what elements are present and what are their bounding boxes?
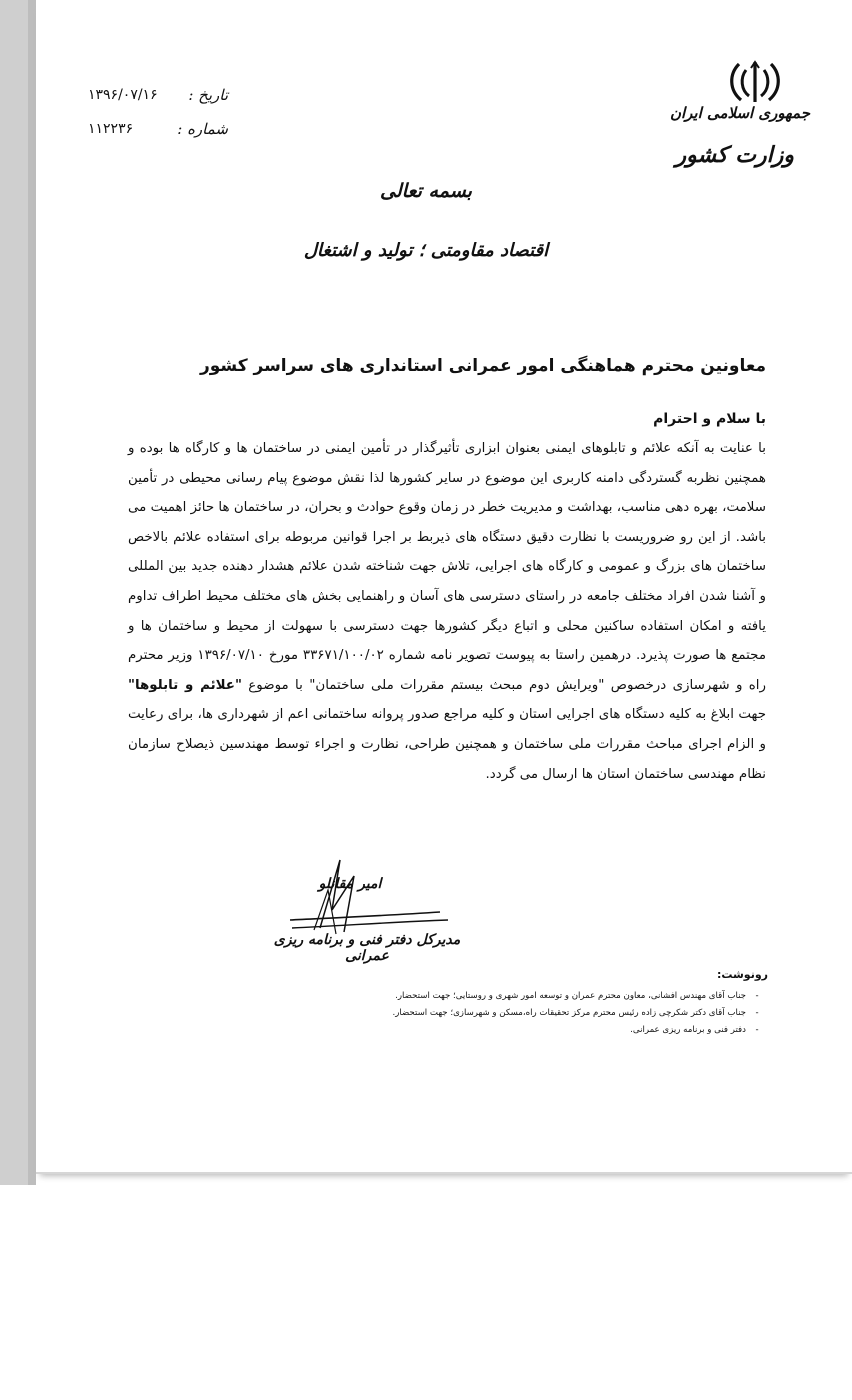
country-name: جمهوری اسلامی ایران (669, 104, 810, 122)
date-value: ۱۳۹۶/۰۷/۱۶ (88, 87, 158, 103)
greeting: با سلام و احترام (653, 411, 766, 427)
bismillah: بسمه تعالی (380, 180, 472, 202)
body-part-2: جهت ابلاغ به کلیه دستگاه های اجرایی استان و کلیه مراجع صدور پروانه ساختمانی اعم از شهرداری ها، برای رعایت و الزام اجرای مباحث مقررات ملی ساختمان و همچنین طراحی، نظارت و اجراء توسط مهندسین ذیصلاح سازمان نظام مهندسی ساختمان استان ها ارسال می گردد. (128, 707, 766, 782)
slogan: اقتصاد مقاومتی ؛ تولید و اشتغال (303, 240, 549, 261)
cc-item: - دفتر فنی و برنامه ریزی عمرانی. (298, 1022, 768, 1039)
body-part-1: با عنایت به آنکه علائم و تابلوهای ایمنی بعنوان ابزاری تأثیرگذار در تأمین ایمنی در ساختمان ها و کارگاه ها بوده و همچنین نظربه گستردگی دامنه کاربری این موضوع در سایر کشورها لذا نقش موضوع پیام رسانی محیطی در تأمین سلامت، بهره دهی مناسب، بهداشت و مدیریت خطر در زمان وقوع حوادث و بحران، در ساختمان ها حائز اهمیت می باشد. از این رو ضروریست با نظارت دقیق دستگاه های ذیربط بر اجرا قوانین مربوطه برای استفاده علائم بالاخص ساختمان های بزرگ و عمومی و کارگاه های اجرایی، تلاش جهت شناخته شدن علائم هشدار دهنده جدید بین المللی و آشنا شدن افراد مختلف جامعه در راستای دسترسی های آسان و راهنمایی بخش های مختلف محیط اطراف تداوم یافته و امکان استفاده ساکنین محلی و اتباع دیگر کشورها جهت دسترسی با سهولت از محیط و ساختمان ها و مجتمع ها صورت پذیرد. درهمین راستا به پیوست تصویر نامه شماره ۳۳۶۷۱/۱۰۰/۰۲ مورخ ۱۳۹۶/۰۷/۱۰ وزیر محترم راه و شهرسازی درخصوص "ویرایش دوم مبحث بیستم مقررات ملی ساختمان" با موضوع (128, 441, 766, 693)
ministry-name: وزارت کشور (675, 142, 794, 168)
cc-label: رونوشت: (716, 968, 768, 981)
scan-shadow-inner (28, 0, 36, 1185)
iran-emblem-icon (725, 60, 785, 106)
recipient-heading: معاونین محترم هماهنگی امور عمرانی استانداری های سراسر کشور (199, 356, 766, 376)
cc-list (298, 988, 768, 1039)
letter-meta (88, 78, 228, 146)
number-value: ۱۱۲۲۳۶ (88, 121, 134, 137)
number-row (88, 112, 228, 146)
letter-body (128, 434, 766, 789)
subject-highlight: "علائم و تابلوها" (128, 677, 242, 693)
cc-item: - جناب آقای دکتر شکرچی زاده رئیس محترم مرکز تحقیقات راه،مسکن و شهرسازی؛ جهت استحضار. (298, 1005, 768, 1022)
cc-item: - جناب آقای مهندس افشانی، معاون محترم عمران و توسعه امور شهری و روستایی؛ جهت استحضار. (298, 988, 768, 1005)
number-label: شماره : (177, 120, 228, 138)
signer-title: مدیرکل دفتر فنی و برنامه ریزی عمرانی (273, 932, 461, 964)
date-row (88, 78, 228, 112)
signer-name: امیر مقانلو (318, 876, 382, 892)
date-label: تاریخ : (188, 86, 228, 104)
